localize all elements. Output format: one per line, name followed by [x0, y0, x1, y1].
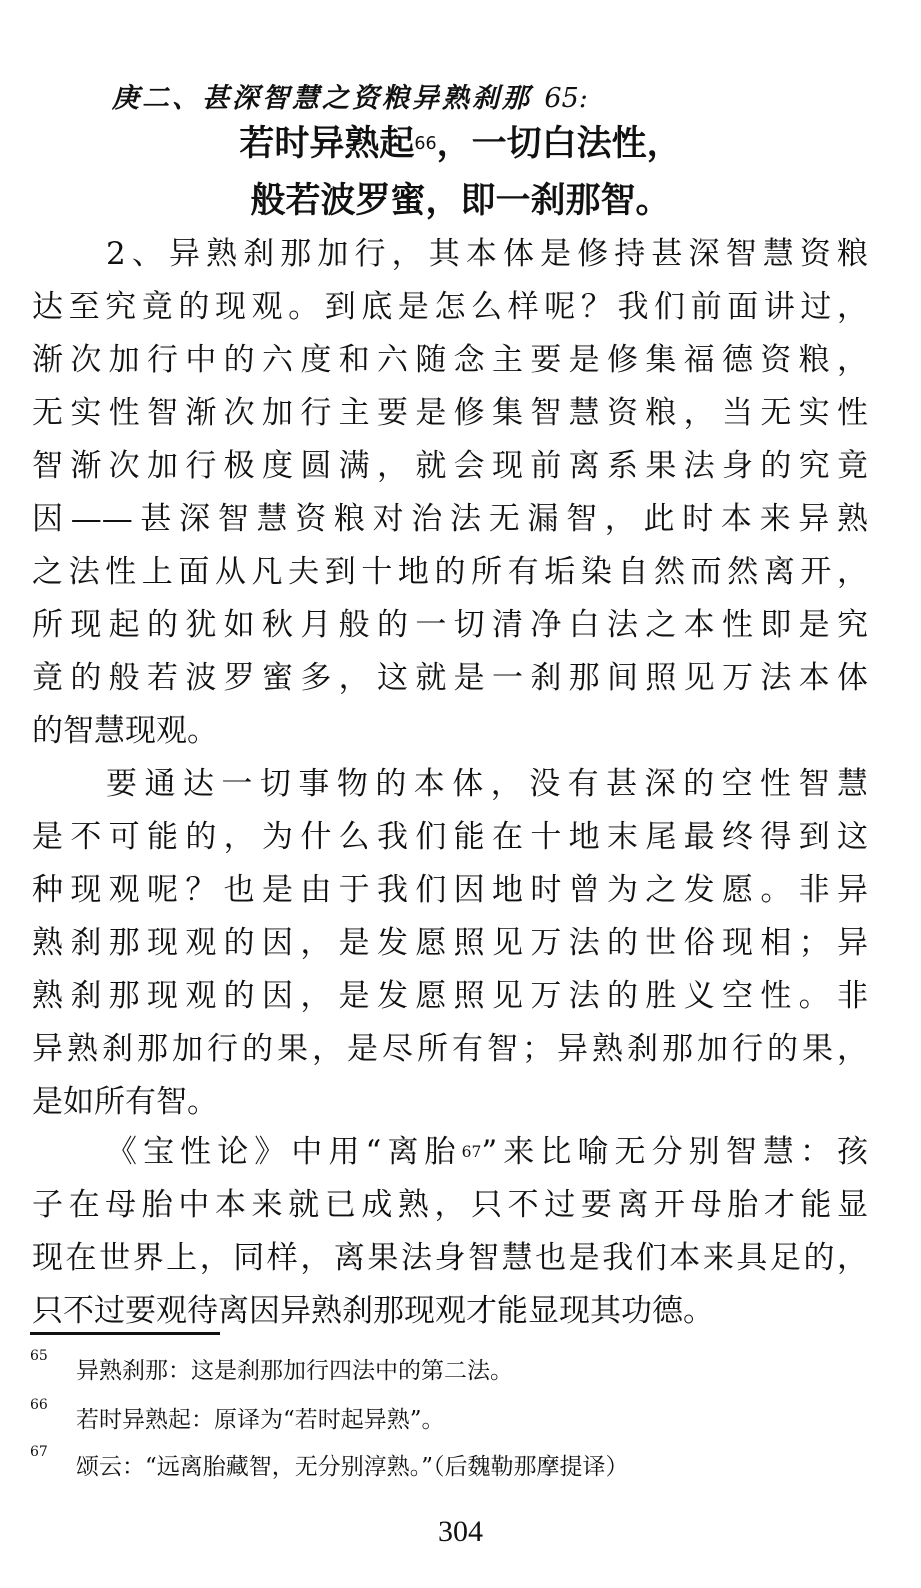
footnote-text: 颂云：“远离胎藏智，无分别淳熟。”（后魏勒那摩提译）: [76, 1454, 629, 1480]
section-heading: [112, 76, 588, 115]
paragraph-1-line: 无实性智渐次加行主要是修集智慧资粮，当无实性: [32, 395, 868, 431]
footnote-text: 异熟刹那：这是刹那加行四法中的第二法。: [76, 1358, 513, 1384]
footnote-text: 若时异熟起：原译为“若时起异熟”。: [76, 1407, 445, 1433]
paragraph-3-line: 只不过要观待离因异熟刹那现观才能显现其功德。: [32, 1293, 714, 1329]
verse-line-1: 若时异熟起$^{66}$，一切白法性，: [239, 124, 682, 164]
paragraph-1-line: 达至究竟的现观。到底是怎么样呢？我们前面讲过，: [32, 289, 868, 325]
paragraph-1-line: 竟的般若波罗蜜多，这就是一刹那间照见万法本体: [32, 660, 868, 696]
paragraph-3-line: 《宝性论》中用“离胎$^{67}$”来比喻无分别智慧：孩: [106, 1134, 868, 1170]
paragraph-2-line: 是不可能的，为什么我们能在十地末尾最终得到这: [32, 819, 868, 855]
footnote-divider: [30, 1332, 220, 1335]
paragraph-2-line: 要通达一切事物的本体，没有甚深的空性智慧: [106, 766, 868, 802]
footnote-number: 65: [30, 1348, 48, 1364]
paragraph-2-line: 种现观呢？也是由于我们因地时曾为之发愿。非异: [32, 872, 868, 908]
paragraph-3-line: 子在母胎中本来就已成熟，只不过要离开母胎才能显: [32, 1187, 868, 1223]
paragraph-2-line: 熟刹那现观的因，是发愿照见万法的世俗现相；异: [32, 925, 868, 961]
paragraph-1-line: 之法性上面从凡夫到十地的所有垢染自然而然离开，: [32, 554, 868, 590]
paragraph-1-line: 的智慧现观。: [32, 713, 218, 749]
footnote-number: 67: [30, 1444, 48, 1460]
paragraph-1-line: 所现起的犹如秋月般的一切清净白法之本性即是究: [32, 607, 868, 643]
footnote-number: 66: [30, 1397, 48, 1413]
paragraph-1-line: 渐次加行中的六度和六随念主要是修集福德资粮，: [32, 342, 868, 378]
section-heading-text: 庚二、甚深智慧之资粮异熟刹那: [112, 83, 532, 114]
paragraph-2-line: 是如所有智。: [32, 1084, 218, 1120]
paragraph-1-line: 2、异熟刹那加行，其本体是修持甚深智慧资粮: [106, 236, 868, 272]
paragraph-1-line: 智渐次加行极度圆满，就会现前离系果法身的究竟: [32, 448, 868, 484]
footnote-ref-67: 67: [461, 1142, 482, 1161]
paragraph-3-line: 现在世界上，同样，离果法身智慧也是我们本来具足的，: [32, 1240, 868, 1276]
paragraph-1-line: 因——甚深智慧资粮对治法无漏智，此时本来异熟: [32, 501, 868, 537]
verse-line-2: 般若波罗蜜，即一刹那智。: [250, 181, 671, 221]
paragraph-2-line: 熟刹那现观的因，是发愿照见万法的胜义空性。非: [32, 978, 868, 1014]
page-number: 304: [438, 1515, 483, 1548]
paragraph-2-line: 异熟刹那加行的果，是尽所有智；异熟刹那加行的果，: [32, 1031, 868, 1067]
footnote-ref-66: 66: [414, 133, 437, 154]
section-heading-footnote-mark: 65:: [544, 83, 588, 114]
